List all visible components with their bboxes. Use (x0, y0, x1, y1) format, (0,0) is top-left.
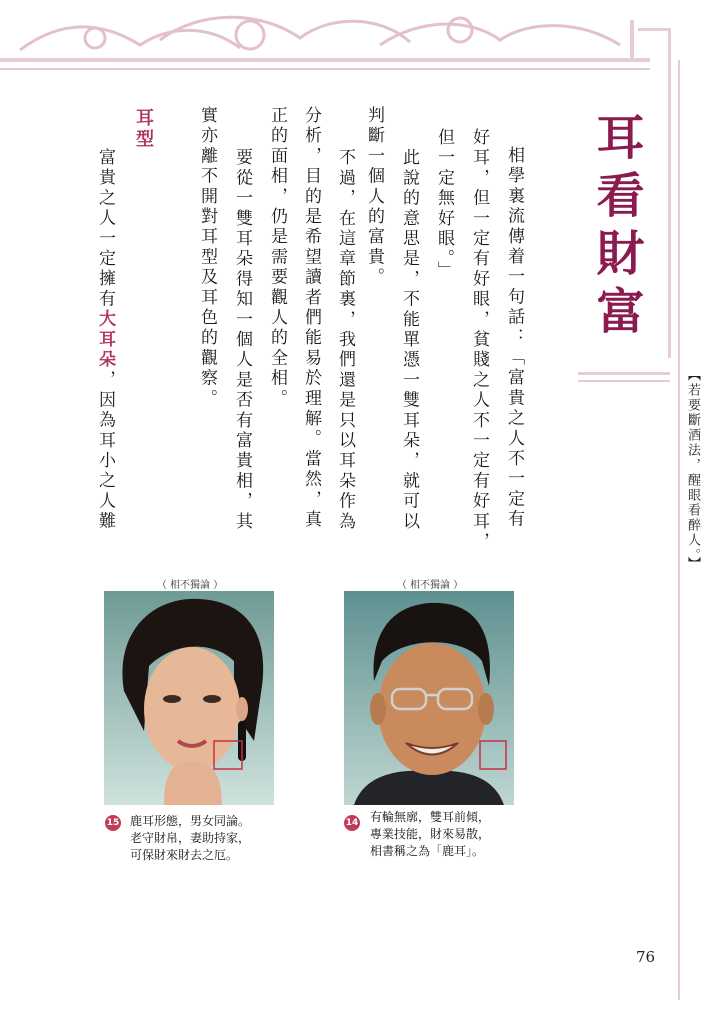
body-text: ，因為耳小之人難 (95, 370, 115, 532)
woman-portrait-photo (104, 591, 274, 805)
description-line: 有輪無廓，雙耳前傾， (370, 810, 491, 824)
photo-caption: （ 相不獨論 ） (396, 580, 464, 591)
body-column: 但一定無好眼。」 (434, 128, 454, 282)
body-column: 正的面相，仍是需要觀人的全相。 (267, 106, 287, 409)
body-text: 富貴之人一定擁有 (95, 148, 115, 310)
header-ornament (0, 0, 680, 78)
photo-number-badge: 15 (105, 815, 121, 831)
man-portrait-photo (344, 591, 514, 805)
description-line: 可保財來財去之厄。 (130, 848, 239, 862)
photo-number-badge: 14 (344, 815, 360, 831)
frame-right-line (668, 28, 671, 358)
description-line: 老守財帛，妻助持家， (130, 831, 251, 845)
frame-title-bracket (578, 372, 670, 375)
highlight-text: 大耳朵 (95, 309, 115, 371)
frame-title-bracket-2 (578, 380, 670, 382)
body-column: 實亦離不開對耳型及耳色的觀察。 (197, 106, 217, 409)
body-column: 好耳，但一定有好眼，貧賤之人不一定有好耳， (469, 128, 489, 553)
page-number: 76 (636, 948, 656, 966)
body-column: 相學裏流傳着一句話：「富貴之人不一定有 (504, 146, 524, 530)
page-title: 耳看財富 (588, 112, 644, 344)
description-line: 相書稱之為「鹿耳」。 (370, 844, 485, 858)
description-line: 鹿耳形態，男女同論。 (130, 814, 251, 828)
frame-right-line-outer (678, 60, 680, 1000)
description-line: 專業技能，財來易散， (370, 827, 491, 841)
side-proverb: 【若要斷酒法，醒眼看醉人。】 (685, 368, 700, 572)
body-column-last (96, 148, 113, 532)
photo-description (130, 813, 250, 864)
body-column: 判斷一個人的富貴。 (364, 106, 384, 288)
section-title: 耳型 (133, 108, 154, 151)
body-column: 要從一雙耳朵得知一個人是否有富貴相，其 (232, 128, 252, 532)
photo-description (370, 809, 490, 860)
photo-caption: （ 相不獨論 ） (156, 580, 224, 591)
body-column: 不過，在這章節裏，我們還是只以耳朵作為 (335, 128, 355, 532)
body-column: 此說的意思是，不能單憑一雙耳朵，就可以 (399, 128, 419, 532)
body-column: 分析，目的是希望讀者們能易於理解。當然，真 (301, 106, 321, 531)
